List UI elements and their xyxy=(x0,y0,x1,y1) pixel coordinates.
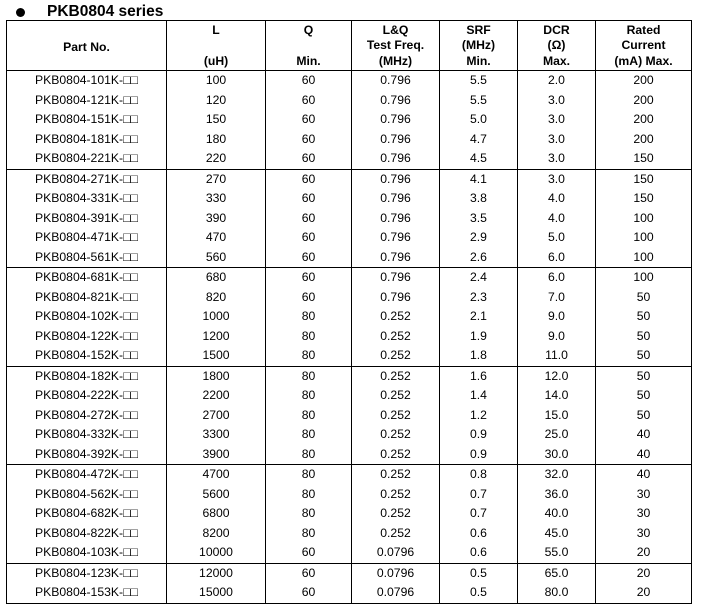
cell-freq: 0.252 xyxy=(352,307,440,327)
cell-q: 60 xyxy=(266,130,352,150)
cell-part: PKB0804-221K-□□ xyxy=(7,149,167,169)
header-line: (mA) Max. xyxy=(614,53,673,68)
cell-current: 50 xyxy=(596,346,692,366)
cell-q: 80 xyxy=(266,465,352,485)
cell-dcr: 3.0 xyxy=(518,169,596,189)
cell-current: 40 xyxy=(596,425,692,445)
header-line: Q xyxy=(303,22,314,37)
cell-freq: 0.796 xyxy=(352,268,440,288)
header-line: Rated xyxy=(626,22,661,37)
header-line: (MHz) xyxy=(461,38,496,52)
cell-freq: 0.796 xyxy=(352,209,440,229)
cell-l: 4700 xyxy=(167,465,266,485)
cell-q: 60 xyxy=(266,563,352,583)
cell-freq: 0.252 xyxy=(352,425,440,445)
table-row xyxy=(7,288,692,308)
cell-srf: 5.5 xyxy=(440,91,518,111)
table-row xyxy=(7,91,692,111)
cell-current: 200 xyxy=(596,110,692,130)
cell-dcr: 15.0 xyxy=(518,406,596,426)
header-line: (Ω) xyxy=(547,38,566,52)
cell-q: 80 xyxy=(266,327,352,347)
cell-current: 150 xyxy=(596,149,692,169)
cell-current: 50 xyxy=(596,307,692,327)
cell-dcr: 9.0 xyxy=(518,327,596,347)
cell-srf: 0.5 xyxy=(440,563,518,583)
cell-current: 200 xyxy=(596,130,692,150)
cell-l: 10000 xyxy=(167,543,266,563)
cell-freq: 0.796 xyxy=(352,248,440,268)
cell-l: 680 xyxy=(167,268,266,288)
table-row xyxy=(7,366,692,386)
cell-q: 60 xyxy=(266,149,352,169)
table-row xyxy=(7,346,692,366)
cell-dcr: 4.0 xyxy=(518,189,596,209)
cell-q: 60 xyxy=(266,268,352,288)
cell-q: 80 xyxy=(266,524,352,544)
cell-l: 15000 xyxy=(167,583,266,603)
header-rated-current xyxy=(596,21,692,71)
cell-part: PKB0804-331K-□□ xyxy=(7,189,167,209)
table-row xyxy=(7,110,692,130)
header-line: (uH) xyxy=(203,53,229,68)
cell-q: 80 xyxy=(266,504,352,524)
cell-freq: 0.252 xyxy=(352,445,440,465)
series-title-text: PKB0804 series xyxy=(47,3,164,20)
cell-freq: 0.252 xyxy=(352,327,440,347)
cell-part: PKB0804-271K-□□ xyxy=(7,169,167,189)
table-row xyxy=(7,189,692,209)
cell-srf: 3.8 xyxy=(440,189,518,209)
cell-l: 150 xyxy=(167,110,266,130)
cell-q: 80 xyxy=(266,366,352,386)
cell-dcr: 3.0 xyxy=(518,91,596,111)
spec-table xyxy=(6,20,692,604)
bullet-icon xyxy=(16,8,25,17)
cell-part: PKB0804-681K-□□ xyxy=(7,268,167,288)
cell-dcr: 9.0 xyxy=(518,307,596,327)
cell-srf: 0.6 xyxy=(440,524,518,544)
table-row xyxy=(7,425,692,445)
cell-l: 180 xyxy=(167,130,266,150)
cell-l: 2700 xyxy=(167,406,266,426)
cell-srf: 1.4 xyxy=(440,386,518,406)
header-test-freq xyxy=(352,21,440,71)
cell-current: 20 xyxy=(596,583,692,603)
cell-part: PKB0804-391K-□□ xyxy=(7,209,167,229)
table-row xyxy=(7,445,692,465)
cell-q: 80 xyxy=(266,386,352,406)
table-row xyxy=(7,563,692,583)
header-line: Part No. xyxy=(63,39,110,54)
cell-srf: 4.7 xyxy=(440,130,518,150)
cell-part: PKB0804-151K-□□ xyxy=(7,110,167,130)
cell-srf: 5.5 xyxy=(440,71,518,91)
cell-srf: 2.9 xyxy=(440,228,518,248)
cell-part: PKB0804-332K-□□ xyxy=(7,425,167,445)
cell-part: PKB0804-272K-□□ xyxy=(7,406,167,426)
cell-srf: 1.6 xyxy=(440,366,518,386)
header-line: Min. xyxy=(466,53,491,68)
cell-srf: 2.6 xyxy=(440,248,518,268)
cell-l: 6800 xyxy=(167,504,266,524)
cell-srf: 2.3 xyxy=(440,288,518,308)
cell-dcr: 14.0 xyxy=(518,386,596,406)
cell-freq: 0.796 xyxy=(352,189,440,209)
cell-freq: 0.252 xyxy=(352,485,440,505)
cell-dcr: 30.0 xyxy=(518,445,596,465)
cell-freq: 0.252 xyxy=(352,386,440,406)
cell-part: PKB0804-471K-□□ xyxy=(7,228,167,248)
cell-l: 1500 xyxy=(167,346,266,366)
cell-part: PKB0804-123K-□□ xyxy=(7,563,167,583)
header-line: DCR xyxy=(543,22,570,37)
cell-current: 150 xyxy=(596,169,692,189)
cell-dcr: 55.0 xyxy=(518,543,596,563)
table-row xyxy=(7,169,692,189)
cell-q: 60 xyxy=(266,583,352,603)
cell-l: 5600 xyxy=(167,485,266,505)
header-inductance xyxy=(167,21,266,71)
cell-srf: 0.9 xyxy=(440,425,518,445)
cell-dcr: 2.0 xyxy=(518,71,596,91)
cell-dcr: 3.0 xyxy=(518,130,596,150)
cell-q: 60 xyxy=(266,71,352,91)
header-line: L&Q xyxy=(382,22,409,37)
table-row xyxy=(7,524,692,544)
header-line: Min. xyxy=(296,53,321,68)
cell-l: 3300 xyxy=(167,425,266,445)
cell-dcr: 4.0 xyxy=(518,209,596,229)
cell-current: 50 xyxy=(596,406,692,426)
table-row xyxy=(7,386,692,406)
table-row xyxy=(7,209,692,229)
cell-freq: 0.252 xyxy=(352,504,440,524)
cell-current: 200 xyxy=(596,71,692,91)
cell-freq: 0.252 xyxy=(352,465,440,485)
cell-part: PKB0804-101K-□□ xyxy=(7,71,167,91)
header-dcr xyxy=(518,21,596,71)
cell-srf: 1.9 xyxy=(440,327,518,347)
table-row xyxy=(7,485,692,505)
cell-freq: 0.796 xyxy=(352,110,440,130)
cell-dcr: 3.0 xyxy=(518,110,596,130)
cell-srf: 5.0 xyxy=(440,110,518,130)
cell-l: 560 xyxy=(167,248,266,268)
cell-q: 60 xyxy=(266,189,352,209)
cell-srf: 0.9 xyxy=(440,445,518,465)
cell-part: PKB0804-472K-□□ xyxy=(7,465,167,485)
cell-dcr: 12.0 xyxy=(518,366,596,386)
cell-srf: 3.5 xyxy=(440,209,518,229)
header-line: Current xyxy=(621,38,666,52)
cell-freq: 0.796 xyxy=(352,228,440,248)
table-row xyxy=(7,406,692,426)
header-line: Max. xyxy=(542,53,571,68)
cell-current: 100 xyxy=(596,248,692,268)
table-row xyxy=(7,149,692,169)
cell-current: 40 xyxy=(596,465,692,485)
cell-l: 2200 xyxy=(167,386,266,406)
cell-freq: 0.0796 xyxy=(352,543,440,563)
cell-freq: 0.252 xyxy=(352,366,440,386)
header-row xyxy=(7,21,692,71)
cell-srf: 0.7 xyxy=(440,504,518,524)
cell-freq: 0.252 xyxy=(352,406,440,426)
cell-q: 80 xyxy=(266,406,352,426)
cell-srf: 0.8 xyxy=(440,465,518,485)
table-row xyxy=(7,543,692,563)
cell-l: 1000 xyxy=(167,307,266,327)
cell-dcr: 80.0 xyxy=(518,583,596,603)
cell-q: 80 xyxy=(266,485,352,505)
cell-l: 1800 xyxy=(167,366,266,386)
cell-srf: 4.5 xyxy=(440,149,518,169)
cell-part: PKB0804-561K-□□ xyxy=(7,248,167,268)
cell-current: 50 xyxy=(596,327,692,347)
cell-current: 100 xyxy=(596,228,692,248)
cell-current: 20 xyxy=(596,543,692,563)
cell-dcr: 6.0 xyxy=(518,268,596,288)
cell-srf: 0.5 xyxy=(440,583,518,603)
cell-part: PKB0804-102K-□□ xyxy=(7,307,167,327)
table-row xyxy=(7,465,692,485)
cell-l: 12000 xyxy=(167,563,266,583)
table-row xyxy=(7,268,692,288)
cell-dcr: 65.0 xyxy=(518,563,596,583)
cell-freq: 0.252 xyxy=(352,524,440,544)
cell-q: 60 xyxy=(266,228,352,248)
cell-l: 390 xyxy=(167,209,266,229)
cell-q: 80 xyxy=(266,425,352,445)
header-line xyxy=(167,38,265,54)
cell-current: 200 xyxy=(596,91,692,111)
cell-srf: 2.1 xyxy=(440,307,518,327)
cell-part: PKB0804-821K-□□ xyxy=(7,288,167,308)
cell-part: PKB0804-682K-□□ xyxy=(7,504,167,524)
cell-current: 30 xyxy=(596,524,692,544)
cell-current: 100 xyxy=(596,268,692,288)
cell-current: 30 xyxy=(596,485,692,505)
cell-q: 60 xyxy=(266,288,352,308)
cell-current: 40 xyxy=(596,445,692,465)
cell-dcr: 45.0 xyxy=(518,524,596,544)
cell-dcr: 11.0 xyxy=(518,346,596,366)
cell-l: 120 xyxy=(167,91,266,111)
cell-current: 150 xyxy=(596,189,692,209)
header-line: L xyxy=(212,22,220,37)
cell-freq: 0.0796 xyxy=(352,583,440,603)
table-row xyxy=(7,228,692,248)
table-row xyxy=(7,583,692,603)
cell-dcr: 36.0 xyxy=(518,485,596,505)
cell-l: 220 xyxy=(167,149,266,169)
cell-part: PKB0804-153K-□□ xyxy=(7,583,167,603)
cell-l: 3900 xyxy=(167,445,266,465)
cell-l: 330 xyxy=(167,189,266,209)
cell-freq: 0.796 xyxy=(352,91,440,111)
cell-dcr: 5.0 xyxy=(518,228,596,248)
cell-q: 60 xyxy=(266,248,352,268)
cell-q: 80 xyxy=(266,445,352,465)
cell-q: 60 xyxy=(266,110,352,130)
cell-current: 30 xyxy=(596,504,692,524)
cell-dcr: 7.0 xyxy=(518,288,596,308)
header-part-no xyxy=(7,21,167,71)
table-row xyxy=(7,504,692,524)
cell-dcr: 3.0 xyxy=(518,149,596,169)
cell-dcr: 6.0 xyxy=(518,248,596,268)
header-line: (MHz) xyxy=(378,53,413,68)
header-line: Test Freq. xyxy=(366,38,425,52)
cell-dcr: 32.0 xyxy=(518,465,596,485)
cell-part: PKB0804-181K-□□ xyxy=(7,130,167,150)
cell-q: 80 xyxy=(266,307,352,327)
cell-freq: 0.0796 xyxy=(352,563,440,583)
cell-part: PKB0804-122K-□□ xyxy=(7,327,167,347)
series-title xyxy=(10,2,163,22)
cell-srf: 0.7 xyxy=(440,485,518,505)
cell-freq: 0.796 xyxy=(352,169,440,189)
cell-l: 8200 xyxy=(167,524,266,544)
cell-current: 100 xyxy=(596,209,692,229)
cell-srf: 4.1 xyxy=(440,169,518,189)
cell-current: 50 xyxy=(596,366,692,386)
cell-dcr: 25.0 xyxy=(518,425,596,445)
header-line: SRF xyxy=(466,22,491,37)
cell-q: 60 xyxy=(266,91,352,111)
cell-l: 1200 xyxy=(167,327,266,347)
cell-current: 50 xyxy=(596,386,692,406)
cell-l: 470 xyxy=(167,228,266,248)
cell-part: PKB0804-121K-□□ xyxy=(7,91,167,111)
cell-srf: 0.6 xyxy=(440,543,518,563)
cell-freq: 0.252 xyxy=(352,346,440,366)
cell-part: PKB0804-152K-□□ xyxy=(7,346,167,366)
cell-srf: 2.4 xyxy=(440,268,518,288)
header-srf xyxy=(440,21,518,71)
cell-freq: 0.796 xyxy=(352,71,440,91)
header-q xyxy=(266,21,352,71)
cell-l: 270 xyxy=(167,169,266,189)
table-row xyxy=(7,327,692,347)
cell-freq: 0.796 xyxy=(352,130,440,150)
cell-q: 60 xyxy=(266,543,352,563)
cell-part: PKB0804-222K-□□ xyxy=(7,386,167,406)
cell-dcr: 40.0 xyxy=(518,504,596,524)
cell-part: PKB0804-392K-□□ xyxy=(7,445,167,465)
table-row xyxy=(7,71,692,91)
cell-q: 80 xyxy=(266,346,352,366)
cell-part: PKB0804-182K-□□ xyxy=(7,366,167,386)
header-line xyxy=(266,38,351,54)
cell-part: PKB0804-103K-□□ xyxy=(7,543,167,563)
cell-srf: 1.2 xyxy=(440,406,518,426)
cell-current: 50 xyxy=(596,288,692,308)
cell-part: PKB0804-822K-□□ xyxy=(7,524,167,544)
cell-q: 60 xyxy=(266,209,352,229)
cell-q: 60 xyxy=(266,169,352,189)
cell-freq: 0.796 xyxy=(352,149,440,169)
table-row xyxy=(7,248,692,268)
cell-current: 20 xyxy=(596,563,692,583)
table-row xyxy=(7,130,692,150)
cell-l: 100 xyxy=(167,71,266,91)
cell-part: PKB0804-562K-□□ xyxy=(7,485,167,505)
cell-freq: 0.796 xyxy=(352,288,440,308)
table-row xyxy=(7,307,692,327)
cell-srf: 1.8 xyxy=(440,346,518,366)
cell-l: 820 xyxy=(167,288,266,308)
